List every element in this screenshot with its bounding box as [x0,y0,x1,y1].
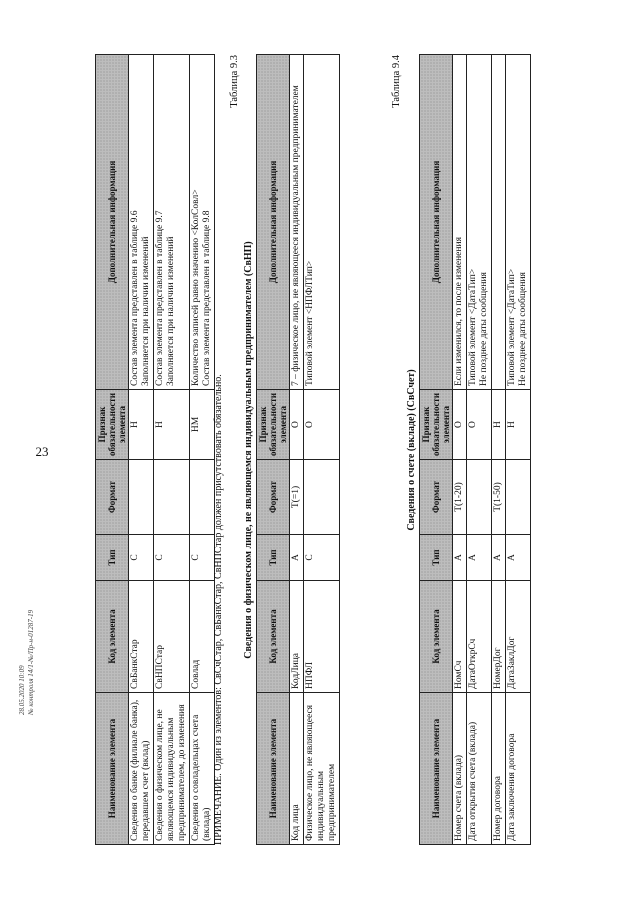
cell-code: НомСч [453,581,467,693]
header-format: Формат [420,460,453,535]
cell-code: НПФЛ [304,581,340,693]
cell-code: Совлад [190,581,215,693]
table-b-title: Сведения о физическом лице, не являющемся индивидуальным предпринимателем (СвНП) [243,241,254,659]
cell-obligation: НМ [190,390,215,460]
table-a [95,54,215,845]
cell-type: С [129,535,154,581]
header-code: Код элемента [420,581,453,693]
cell-info: 7 – физическое лицо, не являющееся индивидуальным предпринимателем [290,55,304,390]
cell-name: Дата открытия счета (вклада) [467,693,492,845]
header-type: Тип [96,535,129,581]
table-row [304,55,340,845]
cell-format: T(1-50) [492,460,506,535]
table-row [453,55,467,845]
cell-code: СвБанкСтар [129,581,154,693]
table-row [492,55,506,845]
table-b-caption: Таблица 9.3 [229,55,240,108]
cell-code: КодЛица [290,581,304,693]
cell-info: Типовой элемент <ДатаТип> Не позднее даты сообщения [506,55,531,390]
table-c-title: Сведения о счете (вкладе) (СвСчет) [406,369,417,531]
header-name: Наименование элемента [257,693,290,845]
cell-type: С [154,535,190,581]
stamp-control-number: № контроля 14/1-№/Пр-н-01287-19 [27,609,35,715]
header-type: Тип [257,535,290,581]
cell-name: Код лица [290,693,304,845]
cell-obligation: О [304,390,340,460]
header-info: Дополнительная информация [420,55,453,390]
table-b-header-row [257,55,290,845]
cell-code: ДатаЗаклДог [506,581,531,693]
table-b-container [256,55,340,845]
table-a-container [95,55,215,845]
header-obligation: Признак обязательности элемента [96,390,129,460]
cell-code: ДатаОткрСч [467,581,492,693]
cell-info: Если изменился, то после изменения [453,55,467,390]
cell-code: СвНПСтар [154,581,190,693]
header-code: Код элемента [96,581,129,693]
rotated-content [95,55,565,845]
header-name: Наименование элемента [420,693,453,845]
cell-obligation: Н [492,390,506,460]
cell-name: Номер договора [492,693,506,845]
cell-obligation: Н [129,390,154,460]
table-b [256,54,340,845]
header-info: Дополнительная информация [96,55,129,390]
page-number: 23 [35,444,49,459]
cell-info: Количество записей равно значению <КолСовл> Состав элемента представлен в таблице 9.8 [190,55,215,390]
cell-type: А [290,535,304,581]
table-a-header-row [96,55,129,845]
header-code: Код элемента [257,581,290,693]
header-name: Наименование элемента [96,693,129,845]
cell-obligation: Н [154,390,190,460]
header-info: Дополнительная информация [257,55,290,390]
table-row [154,55,190,845]
cell-obligation: О [467,390,492,460]
header-obligation: Признак обязательности элемента [420,390,453,460]
table-a-note: ПРИМЕЧАНИЕ. Один из элементов: СвСчСтар, СвБанкСтар, СвНПСтар должен присутствовать обязательно. [213,374,224,845]
cell-info [492,55,506,390]
table-row [190,55,215,845]
cell-type: А [492,535,506,581]
cell-format [304,460,340,535]
table-row [467,55,492,845]
cell-code: НомерДог [492,581,506,693]
cell-name: Номер счета (вклада) [453,693,467,845]
cell-info: Типовой элемент <ДатаТип> Не позднее даты сообщения [467,55,492,390]
cell-format [154,460,190,535]
header-type: Тип [420,535,453,581]
cell-name: Физическое лицо, не являющееся индивидуальным предпринимателем [304,693,340,845]
table-c-container [419,55,531,845]
table-row [506,55,531,845]
cell-format [467,460,492,535]
cell-type: А [467,535,492,581]
table-c-header-row [420,55,453,845]
cell-name: Дата заключения договора [506,693,531,845]
cell-obligation: О [453,390,467,460]
table-row [129,55,154,845]
cell-info: Типовой элемент <НПФЛТип> [304,55,340,390]
cell-info: Состав элемента представлен в таблице 9.6 Заполняется при наличии изменений [129,55,154,390]
cell-format [129,460,154,535]
cell-type: С [190,535,215,581]
control-stamp [18,515,36,715]
cell-type: А [506,535,531,581]
cell-name: Сведения о физическом лице, не являющемся индивидуальным предпринимателем, до изменения [154,693,190,845]
cell-format [190,460,215,535]
header-format: Формат [257,460,290,535]
cell-info: Состав элемента представлен в таблице 9.7 Заполняется при наличии изменений [154,55,190,390]
cell-format: T(=1) [290,460,304,535]
cell-obligation: Н [506,390,531,460]
cell-format [506,460,531,535]
cell-obligation: О [290,390,304,460]
header-format: Формат [96,460,129,535]
header-obligation: Признак обязательности элемента [257,390,290,460]
cell-name: Сведения о банке (филиале банка), передавшем счет (вклад) [129,693,154,845]
table-c [419,54,531,845]
cell-name: Сведения о совладельцах счета (вклада) [190,693,215,845]
cell-format: T(1-20) [453,460,467,535]
cell-type: С [304,535,340,581]
table-c-caption: Таблица 9.4 [391,55,402,108]
cell-type: А [453,535,467,581]
stamp-date: 28.05.2020 10:09 [18,665,26,715]
table-row [290,55,304,845]
